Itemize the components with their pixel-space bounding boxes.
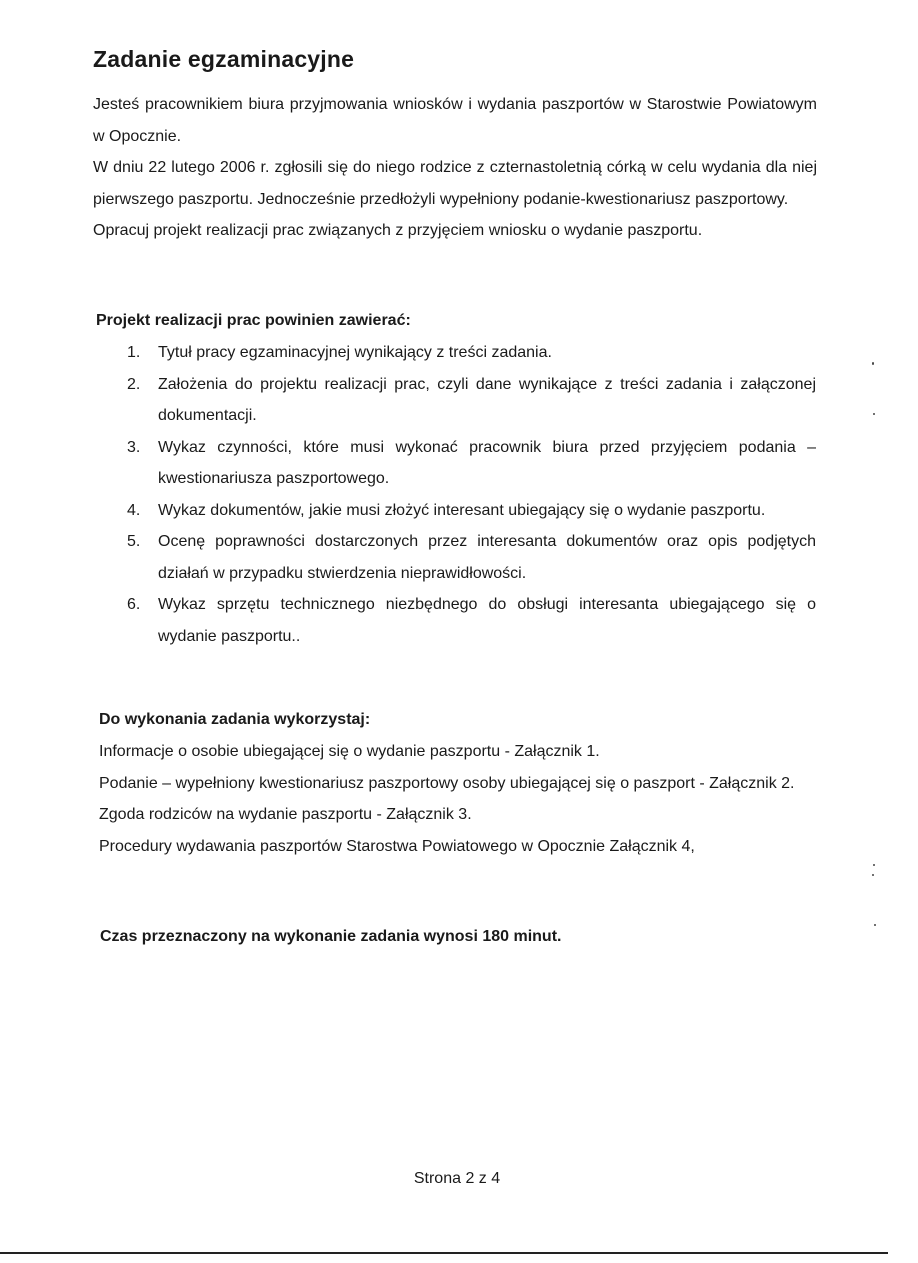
- attachment-item-4: Procedury wydawania paszportów Starostwa Powiatowego w Opocznie Załącznik 4,: [99, 837, 695, 855]
- intro-paragraph-3: Opracuj projekt realizacji prac związanych z przyjęciem wniosku o wydanie paszportu.: [93, 222, 703, 239]
- list-item-text: Tytuł pracy egzaminacyjnej wynikający z treści zadania.: [158, 344, 552, 361]
- list-item: [110, 589, 816, 652]
- list-item: [110, 432, 816, 495]
- page-number-footer: [0, 1170, 918, 1188]
- attachments-list: [99, 736, 819, 862]
- list-item-number: 2.: [127, 375, 141, 393]
- scan-speck: [873, 864, 875, 866]
- list-item-number: 4.: [127, 501, 141, 519]
- list-item-number: 6.: [127, 596, 141, 613]
- scan-speck: [872, 362, 874, 365]
- intro-paragraph-1: Jesteś pracownikiem biura przyjmowania wniosków i wydania paszportów w Starostwie Powiatowym w Opocznie.: [93, 96, 817, 145]
- list-item: [110, 337, 816, 369]
- list-item: [110, 495, 816, 527]
- intro-paragraph-2: W dniu 22 lutego 2006 r. zgłosili się do niego rodzice z czternastoletnią córką w celu wydania dla niej pierwszego paszportu. Jednocześnie przedłożyli wypełniony podanie-kwestionariusz paszportowy.: [93, 159, 817, 208]
- list-item-number: 1.: [127, 344, 141, 361]
- scan-speck: [873, 413, 875, 415]
- attachment-item-1: Informacje o osobie ubiegającej się o wydanie paszportu - Załącznik 1.: [99, 743, 600, 760]
- list-item: [110, 369, 816, 432]
- time-limit-note: Czas przeznaczony na wykonanie zadania wynosi 180 minut.: [100, 928, 562, 945]
- list-item-text: Wykaz sprzętu technicznego niezbędnego do obsługi interesanta ubiegającego się o wydanie paszportu..: [158, 596, 816, 645]
- task-description: [93, 89, 817, 247]
- attachment-item-3: Zgoda rodziców na wydanie paszportu - Załącznik 3.: [99, 806, 472, 823]
- attachments-heading: Do wykonania zadania wykorzystaj:: [99, 711, 371, 728]
- scan-speck: [874, 924, 876, 926]
- list-item: [110, 526, 816, 589]
- list-item-text: Wykaz czynności, które musi wykonać pracownik biura przed przyjęciem podania – kwestionariusza paszportowego.: [158, 438, 816, 487]
- bottom-divider: [0, 1252, 888, 1254]
- requirements-heading: Projekt realizacji prac powinien zawierać:: [96, 312, 411, 329]
- list-item-number: 3.: [127, 438, 141, 456]
- page-title: Zadanie egzaminacyjne: [93, 46, 355, 72]
- page-number: Strona 2 z 4: [413, 1170, 501, 1187]
- list-item-text: Wykaz dokumentów, jakie musi złożyć interesant ubiegający się o wydanie paszportu.: [158, 501, 766, 519]
- attachment-item-2: Podanie – wypełniony kwestionariusz paszportowy osoby ubiegającej się o paszport - Załącznik 2.: [99, 774, 795, 792]
- list-item-number: 5.: [127, 533, 141, 550]
- requirements-list: [110, 337, 816, 652]
- list-item-text: Założenia do projektu realizacji prac, czyli dane wynikające z treści zadania i załączonej dokumentacji.: [158, 375, 816, 424]
- scan-speck: [872, 874, 874, 876]
- list-item-text: Ocenę poprawności dostarczonych przez interesanta dokumentów oraz opis podjętych działań w przypadku stwierdzenia nieprawidłowości.: [158, 533, 816, 582]
